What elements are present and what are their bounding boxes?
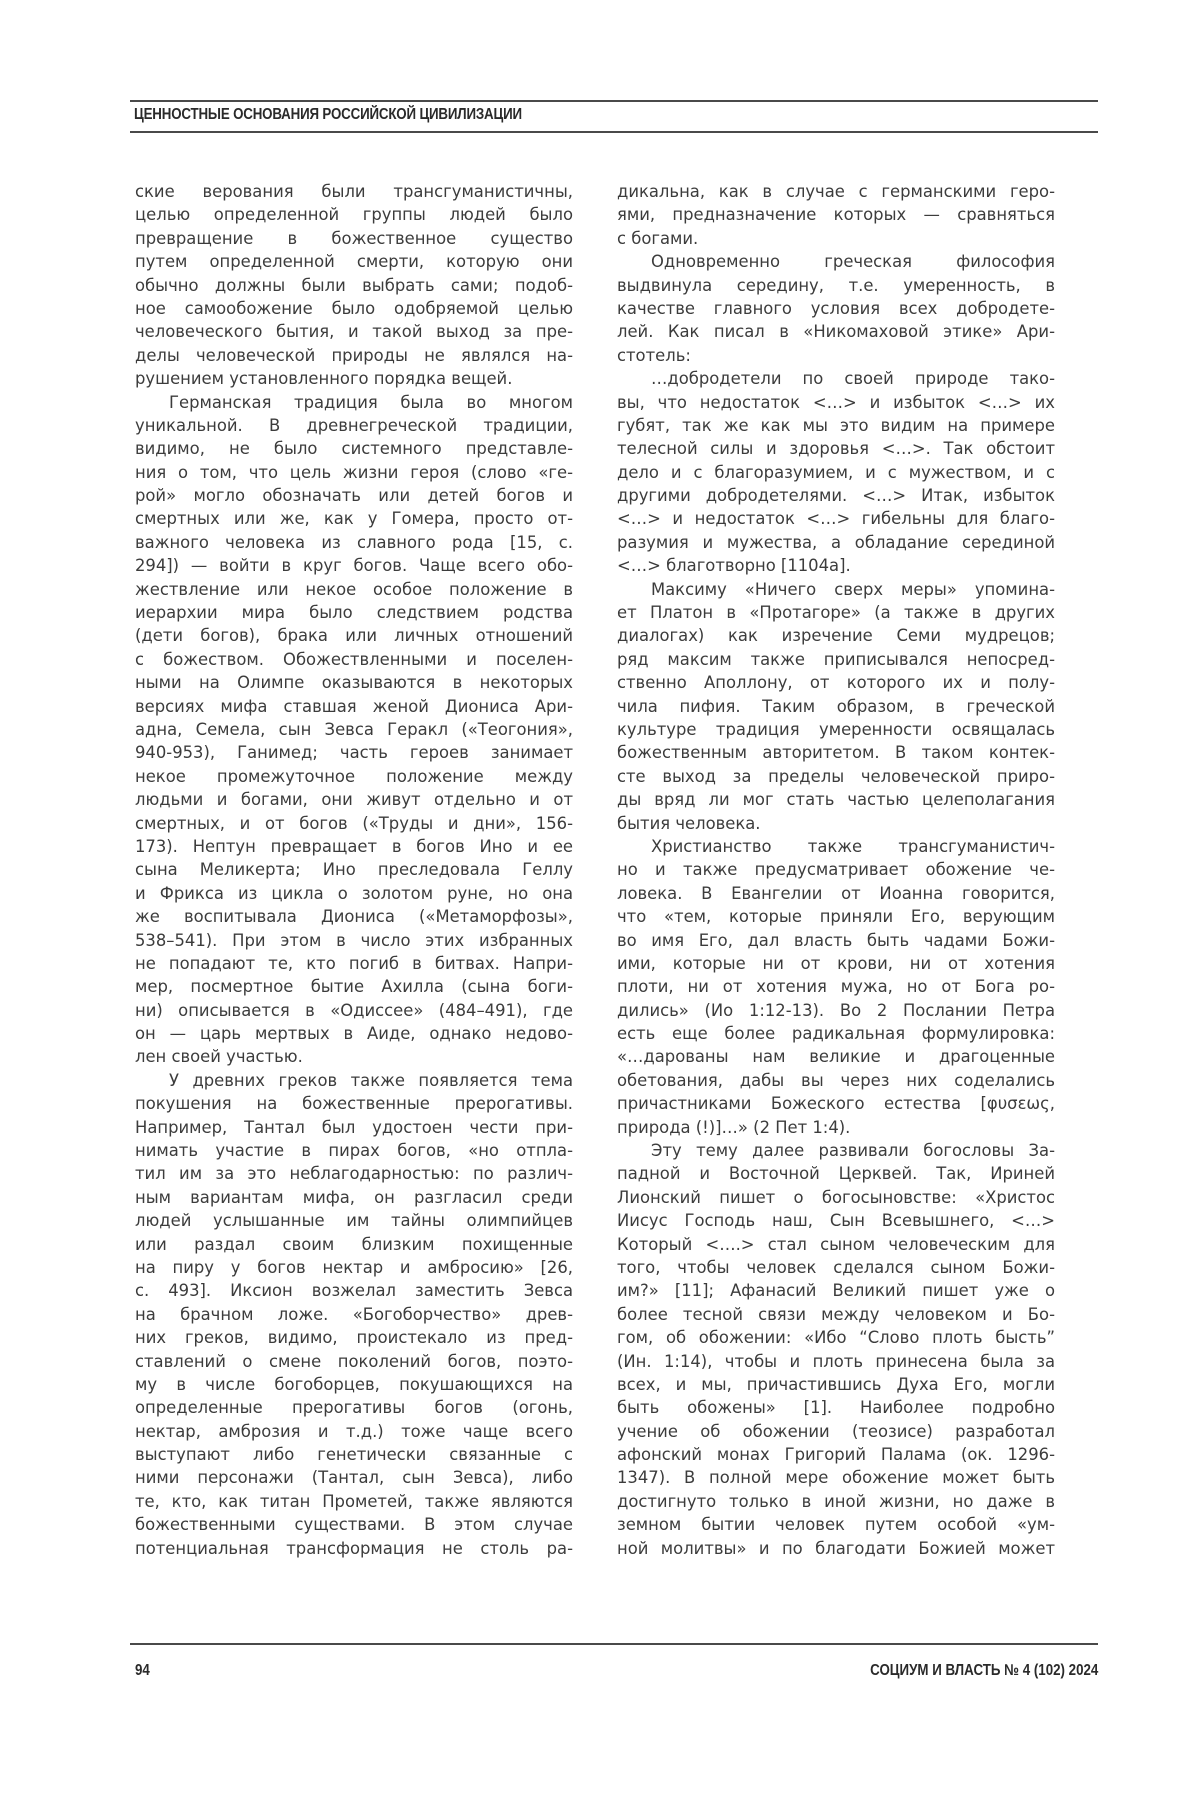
text-line: чила пифия. Таким образом, в греческой xyxy=(617,696,1055,716)
text-line: но и также предусматривает обожение че- xyxy=(617,860,1055,880)
text-line: губят, так же как мы это видим на примере xyxy=(617,415,1055,435)
text-line: ями, предназначение которых — сравняться xyxy=(617,205,1055,225)
text-line: ские верования были трансгуманистичны, xyxy=(135,182,573,201)
text-line: целью определенной группы людей было xyxy=(135,205,573,225)
text-line: ряд максим также приписывался непосред- xyxy=(617,649,1055,669)
paragraph-first-line: Германская традиция была во многом xyxy=(169,392,573,412)
text-line: земном бытии человек путем особой «ум- xyxy=(617,1515,1055,1535)
text-line: 294]) — войти в круг богов. Чаще всего обо- xyxy=(135,556,573,576)
text-line: ними персонажи (Тантал, сын Зевса), либо xyxy=(135,1468,573,1488)
text-line: «…дарованы нам великие и драгоценные xyxy=(617,1047,1055,1067)
text-line: <…> благотворно [1104а]. xyxy=(617,556,851,576)
text-line: ими, которые ни от крови, ни от хотения xyxy=(617,953,1055,973)
text-line: диалогах) как изречение Семи мудрецов; xyxy=(617,626,1055,646)
page-number: 94 xyxy=(135,1662,150,1679)
text-line: ды вряд ли мог стать частью целеполагания xyxy=(617,790,1055,810)
text-line: того, чтобы человек сделался сыном Божи- xyxy=(617,1257,1055,1277)
text-line: иерархии мира было следствием родства xyxy=(135,603,573,623)
text-line: (дети богов), брака или личных отношений xyxy=(135,626,573,646)
text-line: людьми и богами, они живут отдельно и от xyxy=(135,790,573,810)
text-line: адна, Семела, сын Зевса Геракл («Теогония», xyxy=(135,719,573,739)
text-line: потенциальная трансформация не столь ра- xyxy=(135,1538,573,1558)
text-line: превращение в божественное существо xyxy=(135,228,573,248)
text-column-right xyxy=(617,180,1055,1560)
text-line: рушением установленного порядка вещей. xyxy=(135,369,513,389)
text-line: и Фрикса из цикла о золотом руне, но она xyxy=(135,883,573,903)
text-line: сте выход за пределы человеческой приро- xyxy=(617,766,1055,786)
text-line: них греков, видимо, проистекало из пред- xyxy=(135,1328,573,1348)
text-line: покушения на божественные прерогативы. xyxy=(135,1094,573,1114)
footer-rule xyxy=(130,1643,1098,1645)
running-head: ЦЕННОСТНЫЕ ОСНОВАНИЯ РОССИЙСКОЙ ЦИВИЛИЗАЦИИ xyxy=(134,106,522,123)
paragraph-first-line: Эту тему далее развивали богословы За- xyxy=(651,1141,1055,1161)
text-line: рой» могло обозначать или детей богов и xyxy=(135,486,573,506)
text-line: делы человеческой природы не являлся на- xyxy=(135,345,573,365)
text-line: с. 493]. Иксион возжелал заместить Зевса xyxy=(135,1281,573,1301)
text-line: причастниками Божеского естества [φυσεως, xyxy=(617,1094,1055,1114)
text-line: ное самообожение было одобряемой целью xyxy=(135,298,573,318)
text-line: на брачном ложе. «Богоборчество» древ- xyxy=(135,1304,573,1324)
header-rule-top xyxy=(130,100,1098,102)
paragraph-first-line: У древних греков также появляется тема xyxy=(169,1070,573,1090)
text-line: определенные прерогативы богов (огонь, xyxy=(135,1398,573,1418)
text-line: версиях мифа ставшая женой Диониса Ари- xyxy=(135,696,573,716)
text-line: человеческого бытия, и такой выход за пре- xyxy=(135,322,573,342)
text-line: разумия и мужества, а обладание серединой xyxy=(617,532,1055,552)
text-line: жествление или некое особое положение в xyxy=(135,579,573,599)
text-line: всех, и мы, причастившись Духа Его, могли xyxy=(617,1374,1055,1394)
text-line: им?» [11]; Афанасий Великий пишет уже о xyxy=(617,1281,1055,1301)
text-line: ными на Олимпе оказываются в некоторых xyxy=(135,673,573,693)
text-line: он — царь мертвых в Аиде, однако недово- xyxy=(135,1024,573,1044)
text-line: Например, Тантал был удостоен чести при- xyxy=(135,1117,573,1137)
text-line: те, кто, как титан Прометей, также являются xyxy=(135,1491,573,1511)
text-line: другими добродетелями. <…> Итак, избыток xyxy=(617,486,1055,506)
text-line: сына Меликерта; Ино преследовала Геллу xyxy=(135,860,573,880)
text-line: на пиру у богов нектар и амбросию» [26, xyxy=(135,1257,573,1277)
text-line: людей услышанные им тайны олимпийцев xyxy=(135,1211,573,1231)
text-line: ставлений о смене поколений богов, поэто- xyxy=(135,1351,573,1371)
text-line: божественными существами. В этом случае xyxy=(135,1515,573,1535)
text-column-left xyxy=(135,180,573,1560)
text-line: падной и Восточной Церквей. Так, Ириней xyxy=(617,1164,1055,1184)
text-line: гом, об обожении: «Ибо “Слово плоть бысть” xyxy=(617,1328,1055,1348)
text-line: учение об обожении (теозисе) разработал xyxy=(617,1421,1055,1441)
text-line: более тесной связи между человеком и Бо- xyxy=(617,1304,1055,1324)
paragraph-first-line: Христианство также трансгуманистич- xyxy=(651,836,1055,856)
text-line: 940-953), Ганимед; часть героев занимает xyxy=(135,743,573,763)
text-line: ет Платон в «Протагоре» (а также в других xyxy=(617,603,1055,623)
text-line: вы, что недостаток <…> и избыток <…> их xyxy=(617,392,1055,412)
text-line: смертных или же, как у Гомера, просто от- xyxy=(135,509,573,529)
text-line: (Ин. 1:14), чтобы и плоть принесена была за xyxy=(617,1351,1055,1371)
text-line: афонский монах Григорий Палама (ок. 1296- xyxy=(617,1445,1055,1465)
text-line: смертных, и от богов («Труды и дни», 156- xyxy=(135,813,573,833)
text-line: важного человека из славного рода [15, с. xyxy=(135,532,573,552)
text-line: ния о том, что цель жизни героя (слово «ге- xyxy=(135,462,573,482)
paragraph-first-line: Максиму «Ничего сверх меры» упомина- xyxy=(651,579,1055,599)
text-line: Лионский пишет о богосыновстве: «Христос xyxy=(617,1187,1055,1207)
text-line: выдвинула середину, т.е. умеренность, в xyxy=(617,275,1055,295)
text-line: стотель: xyxy=(617,345,691,365)
text-line: путем определенной смерти, которую они xyxy=(135,252,573,272)
journal-issue: СОЦИУМ И ВЛАСТЬ № 4 (102) 2024 xyxy=(869,1662,1098,1679)
text-line: же воспитывала Диониса («Метаморфозы», xyxy=(135,907,573,927)
text-line: му в числе богоборцев, покушающихся на xyxy=(135,1374,573,1394)
text-line: бытия человека. xyxy=(617,813,761,833)
text-line: 1347). В полной мере обожение может быть xyxy=(617,1468,1055,1488)
text-line: мер, посмертное бытие Ахилла (сына боги- xyxy=(135,977,573,997)
text-line: ловека. В Евангелии от Иоанна говорится, xyxy=(617,883,1055,903)
text-line: божественным авторитетом. В таком контек- xyxy=(617,743,1055,763)
text-line: качестве главного условия всех добродете- xyxy=(617,298,1055,318)
text-line: 538–541). При этом в число этих избранных xyxy=(135,930,573,950)
text-line: уникальной. В древнегреческой традиции, xyxy=(135,415,573,435)
text-line: Который <….> стал сыном человеческим для xyxy=(617,1234,1055,1254)
text-line: дикальна, как в случае с германскими геро- xyxy=(617,182,1055,201)
text-line: тил им за это неблагодарностью: по различ- xyxy=(135,1164,573,1184)
text-line: ственно Аполлону, от которого их и полу- xyxy=(617,673,1055,693)
text-line: 173). Нептун превращает в богов Ино и ее xyxy=(135,836,573,856)
text-line: природа (!)]…» (2 Пет 1:4). xyxy=(617,1117,851,1137)
paragraph-first-line: …добродетели по своей природе тако- xyxy=(651,369,1055,389)
text-line: лен своей участью. xyxy=(135,1047,303,1067)
text-line: видимо, не было системного представле- xyxy=(135,439,573,459)
header-rule-bottom xyxy=(130,131,1098,133)
text-line: дело и с благоразумием, и с мужеством, и с xyxy=(617,462,1055,482)
text-line: некое промежуточное положение между xyxy=(135,766,573,786)
text-line: нектар, амброзия и т.д.) тоже чаще всего xyxy=(135,1421,573,1441)
text-line: Иисус Господь наш, Сын Всевышнего, <…> xyxy=(617,1211,1055,1231)
text-line: плоти, ни от хотения мужа, но от Бога ро- xyxy=(617,977,1055,997)
text-line: телесной силы и здоровья <…>. Так обстоит xyxy=(617,439,1055,459)
text-line: есть еще более радикальная формулировка: xyxy=(617,1024,1055,1044)
text-line: нимать участие в пирах богов, «но отпла- xyxy=(135,1141,573,1161)
text-line: обетования, дабы вы через них соделались xyxy=(617,1070,1055,1090)
paragraph-first-line: Одновременно греческая философия xyxy=(651,252,1055,272)
text-line: что «тем, которые приняли Его, верующим xyxy=(617,907,1055,927)
text-line: выступают либо генетически связанные с xyxy=(135,1445,573,1465)
text-line: <…> и недостаток <…> гибельны для благо- xyxy=(617,509,1055,529)
text-line: лей. Как писал в «Никомаховой этике» Ари- xyxy=(617,322,1055,342)
text-line: во имя Его, дал власть быть чадами Божи- xyxy=(617,930,1055,950)
text-line: или раздал своим близким похищенные xyxy=(135,1234,573,1254)
text-line: не попадают те, кто погиб в битвах. Напри- xyxy=(135,953,573,973)
text-line: быть обожены» [1]. Наиболее подробно xyxy=(617,1398,1055,1418)
text-line: ным вариантам мифа, он разгласил среди xyxy=(135,1187,573,1207)
text-line: с божеством. Обожествленными и поселен- xyxy=(135,649,573,669)
text-line: с богами. xyxy=(617,228,699,248)
text-line: дились» (Ио 1:12-13). Во 2 Послании Петра xyxy=(617,1000,1055,1020)
text-line: ни) описывается в «Одиссее» (484–491), где xyxy=(135,1000,573,1020)
text-line: культуре традиция умеренности освящалась xyxy=(617,719,1055,739)
text-line: достигнуто только в иной жизни, но даже в xyxy=(617,1491,1055,1511)
text-line: обычно должны были выбрать сами; подоб- xyxy=(135,275,573,295)
text-line: ной молитвы» и по благодати Божией может xyxy=(617,1538,1055,1558)
